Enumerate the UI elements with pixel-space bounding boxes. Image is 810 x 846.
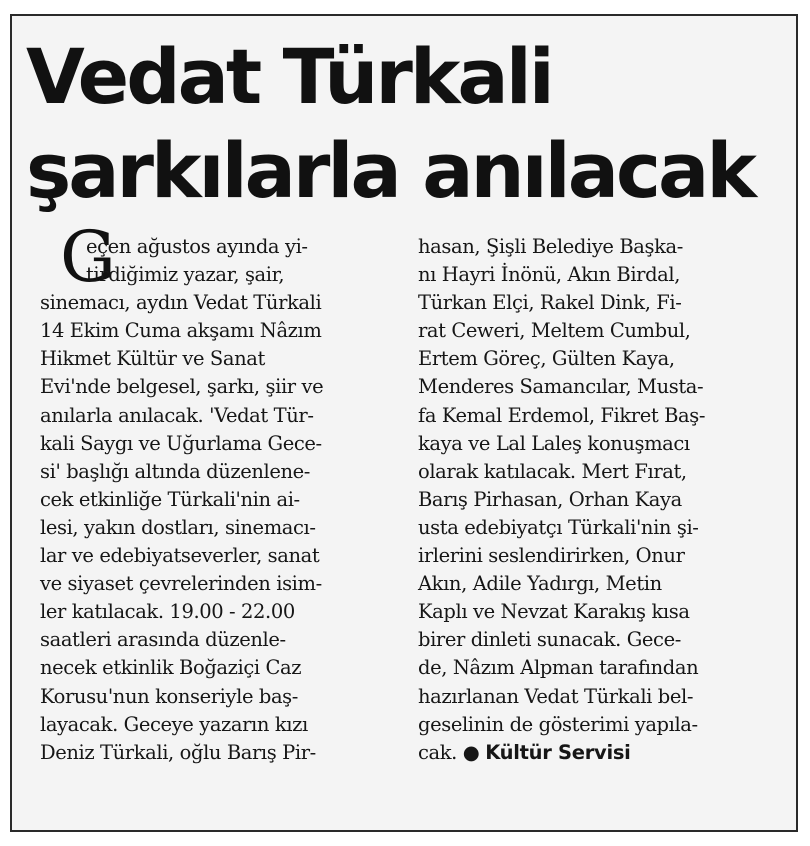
text-line: ler katılacak. 19.00 - 22.00: [40, 600, 295, 624]
text-line: tirdiğimiz yazar, şair,: [86, 263, 285, 287]
bullet-icon: ●: [462, 740, 480, 764]
text-line: ve siyaset çevrelerinden isim-: [40, 572, 322, 596]
text-line: lesi, yakın dostları, sinemacı-: [40, 515, 316, 539]
text-line: saatleri arasında düzenle-: [40, 628, 286, 652]
text-line: kali Saygı ve Uğurlama Gece-: [40, 431, 322, 455]
text-line: kaya ve Lal Laleş konuşmacı: [418, 431, 690, 455]
text-line: Deniz Türkali, oğlu Barış Pir-: [40, 740, 316, 764]
text-line: sinemacı, aydın Vedat Türkali: [40, 291, 322, 315]
article-column-left: [40, 233, 390, 767]
closing-line: [418, 739, 778, 767]
drop-cap: G: [60, 216, 116, 298]
headline-line-1: Vedat Türkali: [26, 32, 552, 121]
text-line: lar ve edebiyatseverler, sanat: [40, 544, 320, 568]
text-line: hasan, Şişli Belediye Başka-: [418, 235, 683, 258]
text-line: eçen ağustos ayında yi-: [86, 235, 308, 258]
text-line: si' başlığı altında düzenlene-: [40, 459, 310, 483]
article-column-right: [418, 233, 778, 767]
text-line: Evi'nde belgesel, şarkı, şiir ve: [40, 375, 324, 399]
text-line: usta edebiyatçı Türkali'nin şi-: [418, 515, 699, 539]
headline-line-2: şarkılarla anılacak: [26, 126, 754, 215]
closing-text: cak.: [418, 740, 457, 764]
text-line: Menderes Samancılar, Musta-: [418, 375, 704, 399]
text-line: layacak. Geceye yazarın kızı: [40, 712, 308, 736]
text-line: Hikmet Kültür ve Sanat: [40, 347, 265, 371]
text-line: necek etkinlik Boğaziçi Caz: [40, 656, 302, 680]
text-line: hazırlanan Vedat Türkali bel-: [418, 684, 694, 708]
text-line: anılarla anılacak. 'Vedat Tür-: [40, 403, 314, 427]
text-line: fa Kemal Erdemol, Fikret Baş-: [418, 403, 706, 427]
text-line: Barış Pirhasan, Orhan Kaya: [418, 487, 682, 511]
text-line: birer dinleti sunacak. Gece-: [418, 628, 681, 652]
text-line: cek etkinliğe Türkali'nin ai-: [40, 487, 300, 511]
text-line: irlerini seslendirirken, Onur: [418, 544, 685, 568]
text-line: Ertem Göreç, Gülten Kaya,: [418, 347, 675, 371]
headline: [26, 30, 786, 218]
text-line: rat Ceweri, Meltem Cumbul,: [418, 319, 691, 343]
text-line: de, Nâzım Alpman tarafından: [418, 656, 699, 680]
text-line: 14 Ekim Cuma akşamı Nâzım: [40, 319, 322, 343]
text-line: Korusu'nun konseriyle baş-: [40, 684, 298, 708]
byline: Kültür Servisi: [485, 740, 631, 764]
text-line: Türkan Elçi, Rakel Dink, Fi-: [418, 291, 682, 315]
text-line: nı Hayri İnönü, Akın Birdal,: [418, 263, 681, 287]
text-line: olarak katılacak. Mert Fırat,: [418, 459, 687, 483]
text-line: Kaplı ve Nevzat Karakış kısa: [418, 600, 690, 624]
text-line: Akın, Adile Yadırgı, Metin: [418, 572, 662, 596]
text-line: geselinin de gösterimi yapıla-: [418, 712, 698, 736]
